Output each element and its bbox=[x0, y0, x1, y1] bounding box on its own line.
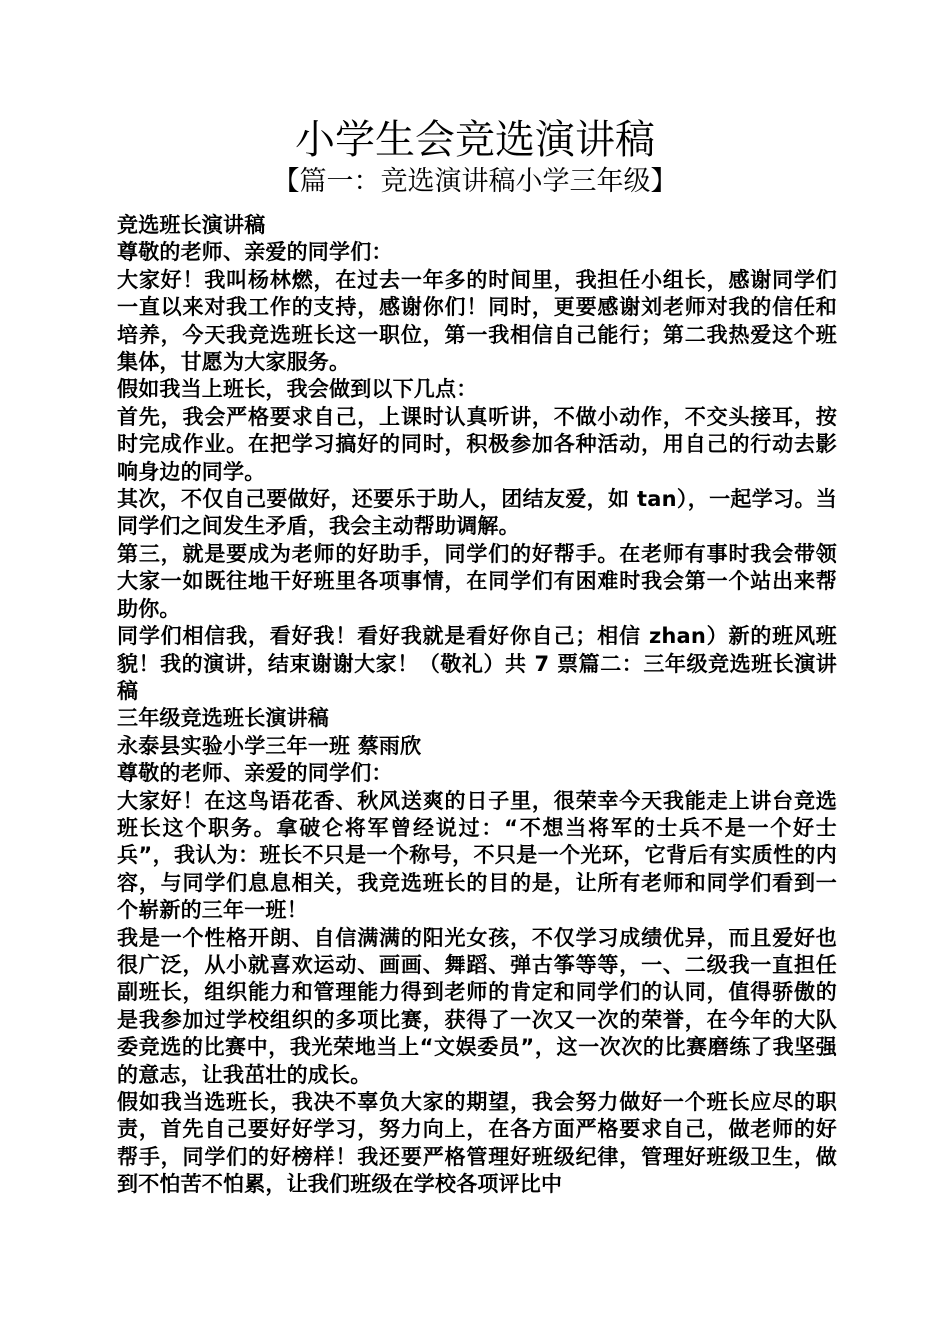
paragraph: 永泰县实验小学三年一班 蔡雨欣 bbox=[117, 733, 422, 758]
page-subtitle: 【篇一：竞选演讲稿小学三年级】 bbox=[272, 166, 678, 197]
paragraph: 尊敬的老师、亲爱的同学们： bbox=[117, 761, 393, 786]
paragraph: 假如我当上班长，我会做到以下几点： bbox=[117, 377, 478, 402]
paragraph: 同学们相信我，看好我！看好我就是看好你自己；相信 zhan）新的班风班貌！我的演讲，结束谢谢大家！（敬礼）共 7 票篇二：三年级竞选班长演讲稿 bbox=[117, 624, 837, 703]
paragraph: 尊敬的老师、亲爱的同学们： bbox=[117, 240, 393, 265]
paragraph: 第三，就是要成为老师的好助手，同学们的好帮手。在老师有事时我会带领大家一如既往地干好班里各项事情，在同学们有困难时我会第一个站出来帮助你。 bbox=[117, 541, 837, 621]
paragraph: 竞选班长演讲稿 bbox=[117, 213, 266, 237]
paragraph: 假如我当选班长，我决不辜负大家的期望，我会努力做好一个班长应尽的职责，首先自己要好好学习，努力向上，在各方面严格要求自己，做老师的好帮手，同学们的好榜样！我还要严格管理好班级纪律，管理好班级卫生，做到不怕苦不怕累，让我们班级在学校各项评比中 bbox=[117, 1090, 837, 1197]
paragraph: 其次，不仅自己要做好，还要乐于助人，团结友爱，如 tan），一起学习。当同学们之间发生矛盾，我会主动帮助调解。 bbox=[117, 487, 837, 539]
paragraph: 三年级竞选班长演讲稿 bbox=[117, 706, 329, 731]
paragraph: 首先，我会严格要求自己，上课时认真听讲，不做小动作，不交头接耳，按时完成作业。在把学习搞好的同时，积极参加各种活动，用自己的行动去影响身边的同学。 bbox=[117, 404, 837, 484]
document-body bbox=[117, 212, 837, 1199]
paragraph: 大家好！我叫杨林燃，在过去一年多的时间里，我担任小组长，感谢同学们一直以来对我工作的支持，感谢你们！同时，更要感谢刘老师对我的信任和培养，今天我竞选班长这一职位，第一我相信自己能行；第二我热爱这个班集体，甘愿为大家服务。 bbox=[117, 267, 837, 375]
paragraph: 我是一个性格开朗、自信满满的阳光女孩，不仅学习成绩优异，而且爱好也很广泛，从小就喜欢运动、画画、舞蹈、弹古筝等等，一、二级我一直担任副班长，组织能力和管理能力得到老师的肯定和同学们的认同，值得骄傲的是我参加过学校组织的多项比赛，获得了一次又一次的荣誉，在今年的大队委竞选的比赛中，我光荣地当上“文娱委员”，这一次次的比赛磨练了我坚强的意志，让我茁壮的成长。 bbox=[117, 925, 837, 1087]
page-title: 小学生会竞选演讲稿 bbox=[295, 117, 655, 163]
paragraph: 大家好！在这鸟语花香、秋风送爽的日子里，很荣幸今天我能走上讲台竞选班长这个职务。拿破仑将军曾经说过：“不想当将军的士兵不是一个好士兵”，我认为：班长不只是一个称号，不只是一个光环，它背后有实质性的内容，与同学们息息相关，我竞选班长的目的是，让所有老师和同学们看到一个崭新的三年一班！ bbox=[117, 788, 837, 923]
